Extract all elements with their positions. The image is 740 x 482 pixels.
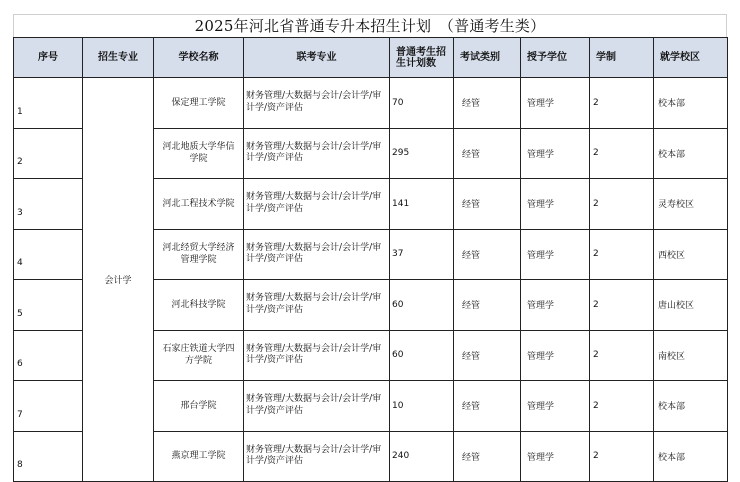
header-degree: 授予学位	[521, 38, 590, 78]
cell-plan: 60	[390, 330, 454, 381]
cell-campus: 灵寿校区	[654, 179, 728, 230]
cell-campus: 唐山校区	[654, 280, 728, 331]
table-row	[14, 78, 728, 129]
cell-major: 会计学	[83, 78, 154, 482]
cell-degree: 管理学	[521, 381, 590, 432]
cell-seq: 6	[14, 330, 83, 381]
cell-plan: 70	[390, 78, 454, 129]
cell-plan: 141	[390, 179, 454, 230]
cell-exam-major: 财务管理/大数据与会计/会计学/审计学/资产评估	[244, 78, 390, 129]
cell-exam-type: 经管	[454, 431, 521, 482]
cell-exam-major: 财务管理/大数据与会计/会计学/审计学/资产评估	[244, 128, 390, 179]
header-exam-type: 考试类别	[454, 38, 521, 78]
header-major: 招生专业	[83, 38, 154, 78]
cell-exam-type: 经管	[454, 78, 521, 129]
cell-school: 燕京理工学院	[154, 431, 244, 482]
cell-seq: 2	[14, 128, 83, 179]
cell-years: 2	[590, 330, 654, 381]
cell-exam-major: 财务管理/大数据与会计/会计学/审计学/资产评估	[244, 381, 390, 432]
cell-school: 石家庄铁道大学四方学院	[154, 330, 244, 381]
header-campus: 就学校区	[654, 38, 728, 78]
page-title: 2025年河北省普通专升本招生计划 （普通考生类）	[194, 17, 546, 35]
cell-campus: 校本部	[654, 431, 728, 482]
cell-school: 河北地质大学华信学院	[154, 128, 244, 179]
cell-school: 河北工程技术学院	[154, 179, 244, 230]
cell-campus: 南校区	[654, 330, 728, 381]
cell-exam-type: 经管	[454, 330, 521, 381]
header-row	[14, 38, 728, 78]
cell-exam-major: 财务管理/大数据与会计/会计学/审计学/资产评估	[244, 431, 390, 482]
cell-plan: 295	[390, 128, 454, 179]
cell-exam-major: 财务管理/大数据与会计/会计学/审计学/资产评估	[244, 330, 390, 381]
title-row	[13, 14, 727, 37]
cell-years: 2	[590, 381, 654, 432]
header-exam-major: 联考专业	[244, 38, 390, 78]
cell-years: 2	[590, 431, 654, 482]
header-school: 学校名称	[154, 38, 244, 78]
enrollment-sheet	[13, 14, 727, 482]
cell-seq: 4	[14, 229, 83, 280]
cell-campus: 校本部	[654, 128, 728, 179]
cell-plan: 240	[390, 431, 454, 482]
cell-campus: 西校区	[654, 229, 728, 280]
header-plan: 普通考生招生计划数	[390, 38, 454, 78]
cell-seq: 3	[14, 179, 83, 230]
cell-campus: 校本部	[654, 78, 728, 129]
cell-exam-type: 经管	[454, 280, 521, 331]
cell-school: 河北科技学院	[154, 280, 244, 331]
cell-exam-type: 经管	[454, 381, 521, 432]
cell-degree: 管理学	[521, 78, 590, 129]
cell-seq: 8	[14, 431, 83, 482]
cell-degree: 管理学	[521, 330, 590, 381]
cell-exam-type: 经管	[454, 128, 521, 179]
cell-years: 2	[590, 280, 654, 331]
cell-exam-major: 财务管理/大数据与会计/会计学/审计学/资产评估	[244, 179, 390, 230]
cell-seq: 5	[14, 280, 83, 331]
cell-degree: 管理学	[521, 431, 590, 482]
cell-campus: 校本部	[654, 381, 728, 432]
cell-plan: 37	[390, 229, 454, 280]
cell-school: 邢台学院	[154, 381, 244, 432]
cell-years: 2	[590, 179, 654, 230]
cell-plan: 10	[390, 381, 454, 432]
cell-school: 河北经贸大学经济管理学院	[154, 229, 244, 280]
header-seq: 序号	[14, 38, 83, 78]
cell-exam-major: 财务管理/大数据与会计/会计学/审计学/资产评估	[244, 229, 390, 280]
cell-exam-type: 经管	[454, 229, 521, 280]
cell-years: 2	[590, 78, 654, 129]
cell-exam-major: 财务管理/大数据与会计/会计学/审计学/资产评估	[244, 280, 390, 331]
header-years: 学制	[590, 38, 654, 78]
cell-school: 保定理工学院	[154, 78, 244, 129]
cell-years: 2	[590, 229, 654, 280]
cell-degree: 管理学	[521, 229, 590, 280]
cell-years: 2	[590, 128, 654, 179]
cell-degree: 管理学	[521, 128, 590, 179]
cell-degree: 管理学	[521, 179, 590, 230]
cell-plan: 60	[390, 280, 454, 331]
cell-seq: 7	[14, 381, 83, 432]
cell-degree: 管理学	[521, 280, 590, 331]
enrollment-table	[13, 37, 728, 482]
cell-seq: 1	[14, 78, 83, 129]
cell-exam-type: 经管	[454, 179, 521, 230]
